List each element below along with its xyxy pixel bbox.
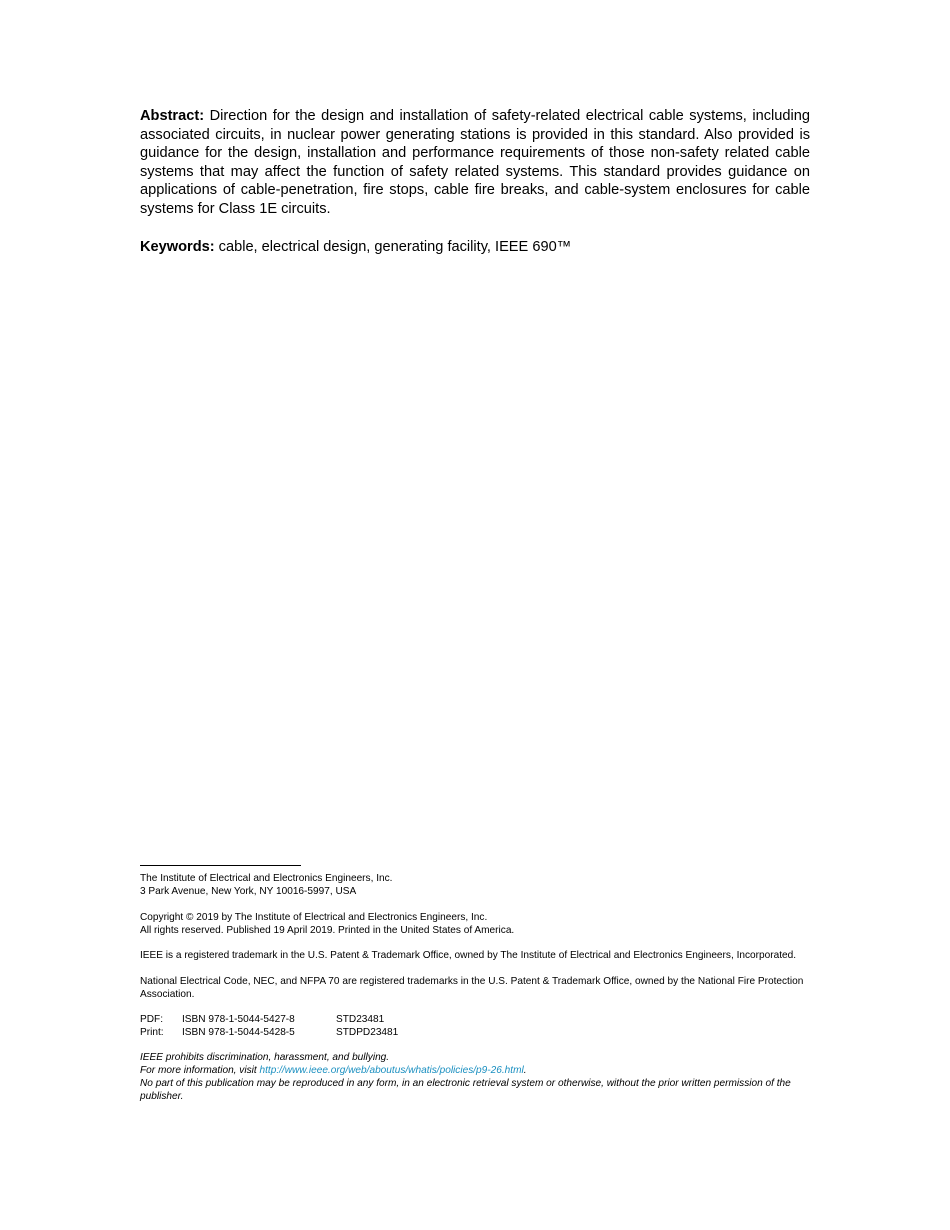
footnote-divider bbox=[140, 865, 301, 866]
publisher-block bbox=[140, 872, 815, 898]
keywords-label: Keywords: bbox=[140, 239, 215, 255]
isbn-code: STD23481 bbox=[336, 1014, 385, 1025]
reproduction-notice: No part of this publication may be reproduced in any form, in an electronic retrieval system or otherwise, without the prior written permission of the publisher. bbox=[140, 1078, 791, 1102]
keywords bbox=[140, 238, 810, 257]
isbn-format: PDF: bbox=[140, 1014, 163, 1025]
abstract-text: Direction for the design and installation of safety-related electrical cable systems, including associated circuits, in nuclear power generating stations is provided in this standard. Also provided is guidance for the design, installation and performance requirements of those non-safety related cable systems that may affect the function of safety related systems. This standard provides guidance on applications of cable-penetration, fire stops, cable fire breaks, and cable-system enclosures for cable systems for Class 1E circuits. bbox=[140, 108, 810, 217]
publisher-name: The Institute of Electrical and Electronics Engineers, Inc. bbox=[140, 873, 393, 884]
copyright-block bbox=[140, 911, 815, 937]
ieee-trademark-notice: IEEE is a registered trademark in the U.S. Patent & Trademark Office, owned by The Institute of Electrical and Electronics Engineers, Incorporated. bbox=[140, 950, 797, 961]
copyright-footer bbox=[140, 872, 815, 1103]
isbn-number: ISBN 978-1-5044-5427-8 bbox=[182, 1014, 295, 1025]
isbn-number: ISBN 978-1-5044-5428-5 bbox=[182, 1027, 295, 1038]
more-info-suffix: . bbox=[523, 1065, 527, 1076]
isbn-table bbox=[140, 1013, 398, 1039]
isbn-format: Print: bbox=[140, 1027, 164, 1038]
keywords-text: cable, electrical design, generating facility, IEEE 690™ bbox=[218, 239, 572, 255]
nfpa-trademark-notice: National Electrical Code, NEC, and NFPA 70 are registered trademarks in the U.S. Patent & Trademark Office, owned by the National Fire Protection Association. bbox=[140, 975, 804, 1000]
isbn-row-pdf bbox=[140, 1013, 398, 1026]
isbn-code: STDPD23481 bbox=[336, 1027, 399, 1038]
abstract-label: Abstract: bbox=[140, 108, 205, 124]
policy-link[interactable]: http://www.ieee.org/web/aboutus/whatis/policies/p9-26.html bbox=[259, 1065, 524, 1076]
copyright-line: Copyright © 2019 by The Institute of Electrical and Electronics Engineers, Inc. bbox=[140, 911, 488, 923]
anti-harassment-notice: IEEE prohibits discrimination, harassment, and bullying. bbox=[140, 1052, 390, 1063]
publisher-address: 3 Park Avenue, New York, NY 10016-5997, USA bbox=[140, 886, 357, 897]
more-info-prefix: For more information, visit bbox=[140, 1065, 260, 1076]
isbn-row-print bbox=[140, 1026, 398, 1039]
legal-notice bbox=[140, 1051, 815, 1103]
abstract bbox=[140, 107, 810, 218]
rights-line: All rights reserved. Published 19 April 2019. Printed in the United States of America. bbox=[140, 924, 515, 936]
